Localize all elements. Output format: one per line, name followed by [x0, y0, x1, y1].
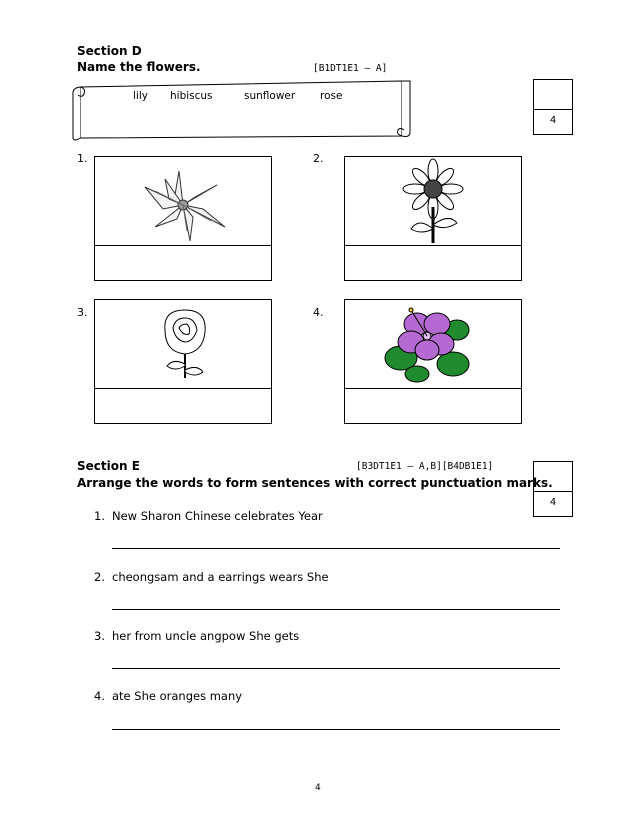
answer-line-2[interactable] — [112, 609, 560, 610]
item-2-number: 2. — [313, 152, 324, 165]
section-e-title: Section E — [77, 459, 140, 473]
answer-line-4[interactable] — [112, 729, 560, 730]
sentence-2-number: 2. — [94, 570, 105, 584]
section-d-code: [B1DT1E1 – A] — [313, 63, 388, 74]
sentence-3-text: her from uncle angpow She gets — [112, 629, 300, 643]
section-d-score: 4 — [549, 115, 557, 126]
word-bank-hibiscus: hibiscus — [170, 90, 213, 102]
answer-line-1[interactable] — [112, 548, 560, 549]
flower-box-1 — [94, 156, 272, 281]
sentence-3-number: 3. — [94, 629, 105, 643]
word-bank-sunflower: sunflower — [244, 90, 296, 102]
sentence-2-text: cheongsam and a earrings wears She — [112, 570, 329, 584]
word-bank-rose: rose — [320, 90, 343, 102]
sentence-1-number: 1. — [94, 509, 105, 523]
section-e-score: 4 — [549, 497, 557, 508]
sunflower-icon — [345, 157, 521, 245]
page-number: 4 — [315, 783, 321, 793]
section-d-title: Section D — [77, 44, 142, 58]
answer-field-2[interactable] — [345, 246, 521, 281]
word-bank-scroll — [66, 76, 416, 144]
lily-icon — [95, 157, 271, 245]
section-e-code: [B3DT1E1 – A,B][B4DB1E1] — [356, 461, 494, 472]
section-d-score-box — [533, 79, 573, 135]
answer-field-1[interactable] — [95, 246, 271, 281]
answer-field-3[interactable] — [95, 389, 271, 424]
rose-icon — [95, 300, 271, 388]
hibiscus-icon — [345, 300, 521, 388]
section-d-instruction: Name the flowers. — [77, 60, 201, 74]
flower-box-3 — [94, 299, 272, 424]
section-e-score-box — [533, 461, 573, 517]
flower-box-2 — [344, 156, 522, 281]
answer-line-3[interactable] — [112, 668, 560, 669]
sentence-4-text: ate She oranges many — [112, 689, 243, 703]
sentence-1-text: New Sharon Chinese celebrates Year — [112, 509, 323, 523]
sentence-4-number: 4. — [94, 689, 105, 703]
word-bank-lily: lily — [133, 90, 148, 102]
item-4-number: 4. — [313, 306, 324, 319]
section-e-instruction: Arrange the words to form sentences with correct punctuation marks. — [77, 476, 553, 490]
flower-box-4 — [344, 299, 522, 424]
answer-field-4[interactable] — [345, 389, 521, 424]
item-1-number: 1. — [77, 152, 88, 165]
item-3-number: 3. — [77, 306, 88, 319]
